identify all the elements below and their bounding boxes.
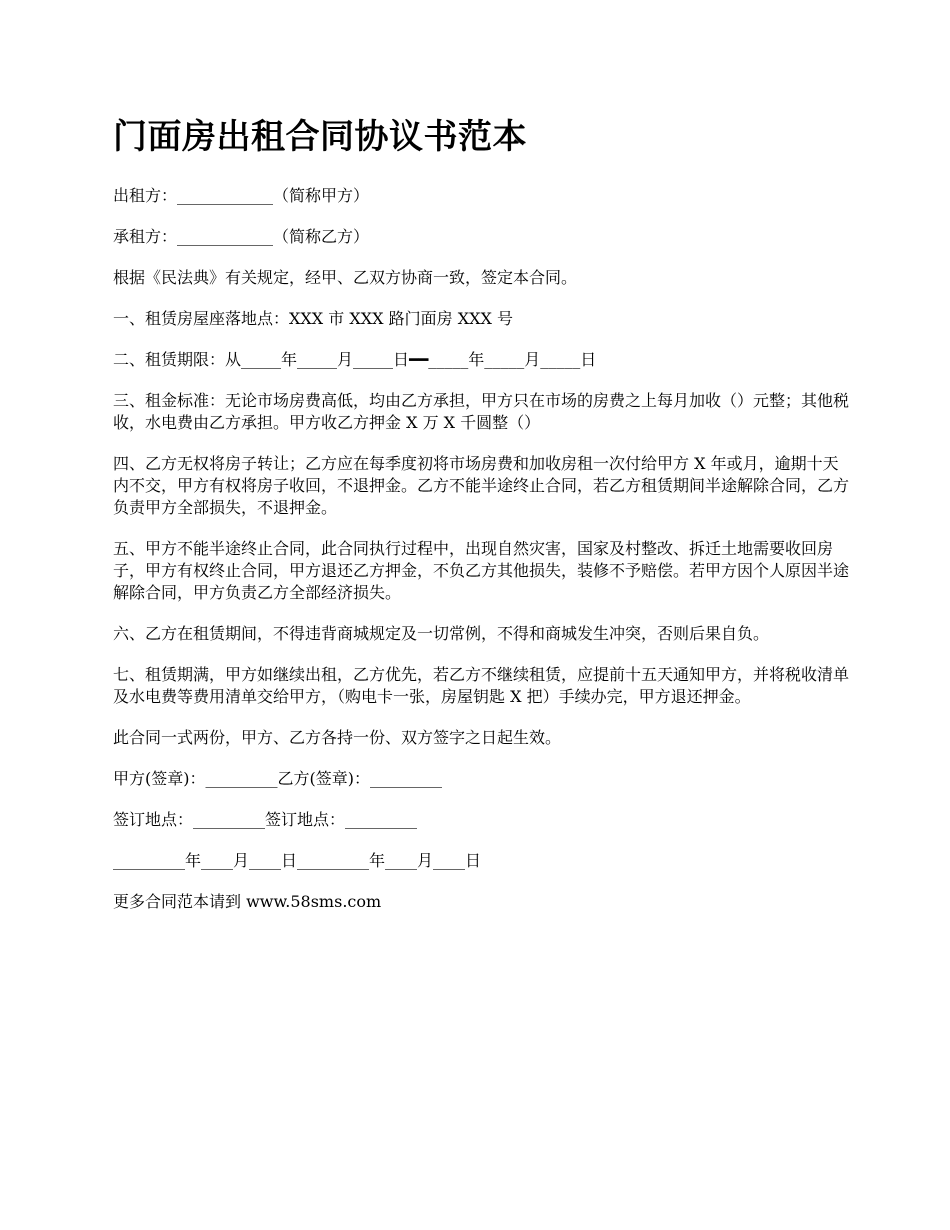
clause-6-rules: 六、乙方在租赁期间，不得违背商城规定及一切常例，不得和商城发生冲突，否则后果自负。 bbox=[113, 624, 770, 643]
footer-link-text: 更多合同范本请到 www.58sms.com bbox=[113, 892, 382, 911]
contract-document bbox=[113, 113, 853, 932]
signing-place-line: 签订地点：_________签订地点：_________ bbox=[113, 810, 418, 829]
preamble-paragraph: 根据《民法典》有关规定，经甲、乙双方协商一致，签定本合同。 bbox=[113, 268, 578, 287]
clause-2-term: 二、租赁期限：从_____年_____月_____日━━_____年_____月_____日 bbox=[113, 350, 597, 369]
signing-date-line: _________年____月____日_________年____月____日 bbox=[113, 851, 482, 870]
lessee-line: 承租方：____________（简称乙方） bbox=[113, 227, 370, 246]
signature-line: 甲方(签章)：_________乙方(签章)：_________ bbox=[113, 769, 442, 788]
clause-3-rent: 三、租金标准：无论市场房费高低，均由乙方承担，甲方只在市场的房费之上每月加收（）元整；其他税收，水电费由乙方承担。甲方收乙方押金 X 万 X 千圆整（） bbox=[113, 391, 850, 432]
clause-4-payment: 四、乙方无权将房子转让；乙方应在每季度初将市场房费和加收房租一次付给甲方 X 年或月，逾期十天内不交，甲方有权将房子收回，不退押金。乙方不能半途终止合同，若乙方租赁期间半途解除合同，乙方负责甲方全部损失，不退押金。 bbox=[113, 454, 850, 517]
copies-paragraph: 此合同一式两份，甲方、乙方各持一份、双方签字之日起生效。 bbox=[113, 728, 562, 747]
clause-7-expiry: 七、租赁期满，甲方如继续出租，乙方优先，若乙方不继续租赁，应提前十五天通知甲方，并将税收清单及水电费等费用清单交给甲方，（购电卡一张，房屋钥匙 X 把）手续办完，甲方退还押金。 bbox=[113, 665, 850, 706]
clause-1-location: 一、租赁房屋座落地点：XXX 市 XXX 路门面房 XXX 号 bbox=[113, 309, 513, 328]
document-title: 门面房出租合同协议书范本 bbox=[113, 117, 527, 157]
clause-5-termination: 五、甲方不能半途终止合同，此合同执行过程中，出现自然灾害，国家及村整改、拆迁土地需要收回房子，甲方有权终止合同，甲方退还乙方押金，不负乙方其他损失，装修不予赔偿。若甲方因个人原因半途解除合同，甲方负责乙方全部经济损失。 bbox=[113, 539, 850, 602]
lessor-line: 出租方：____________（简称甲方） bbox=[113, 186, 370, 205]
